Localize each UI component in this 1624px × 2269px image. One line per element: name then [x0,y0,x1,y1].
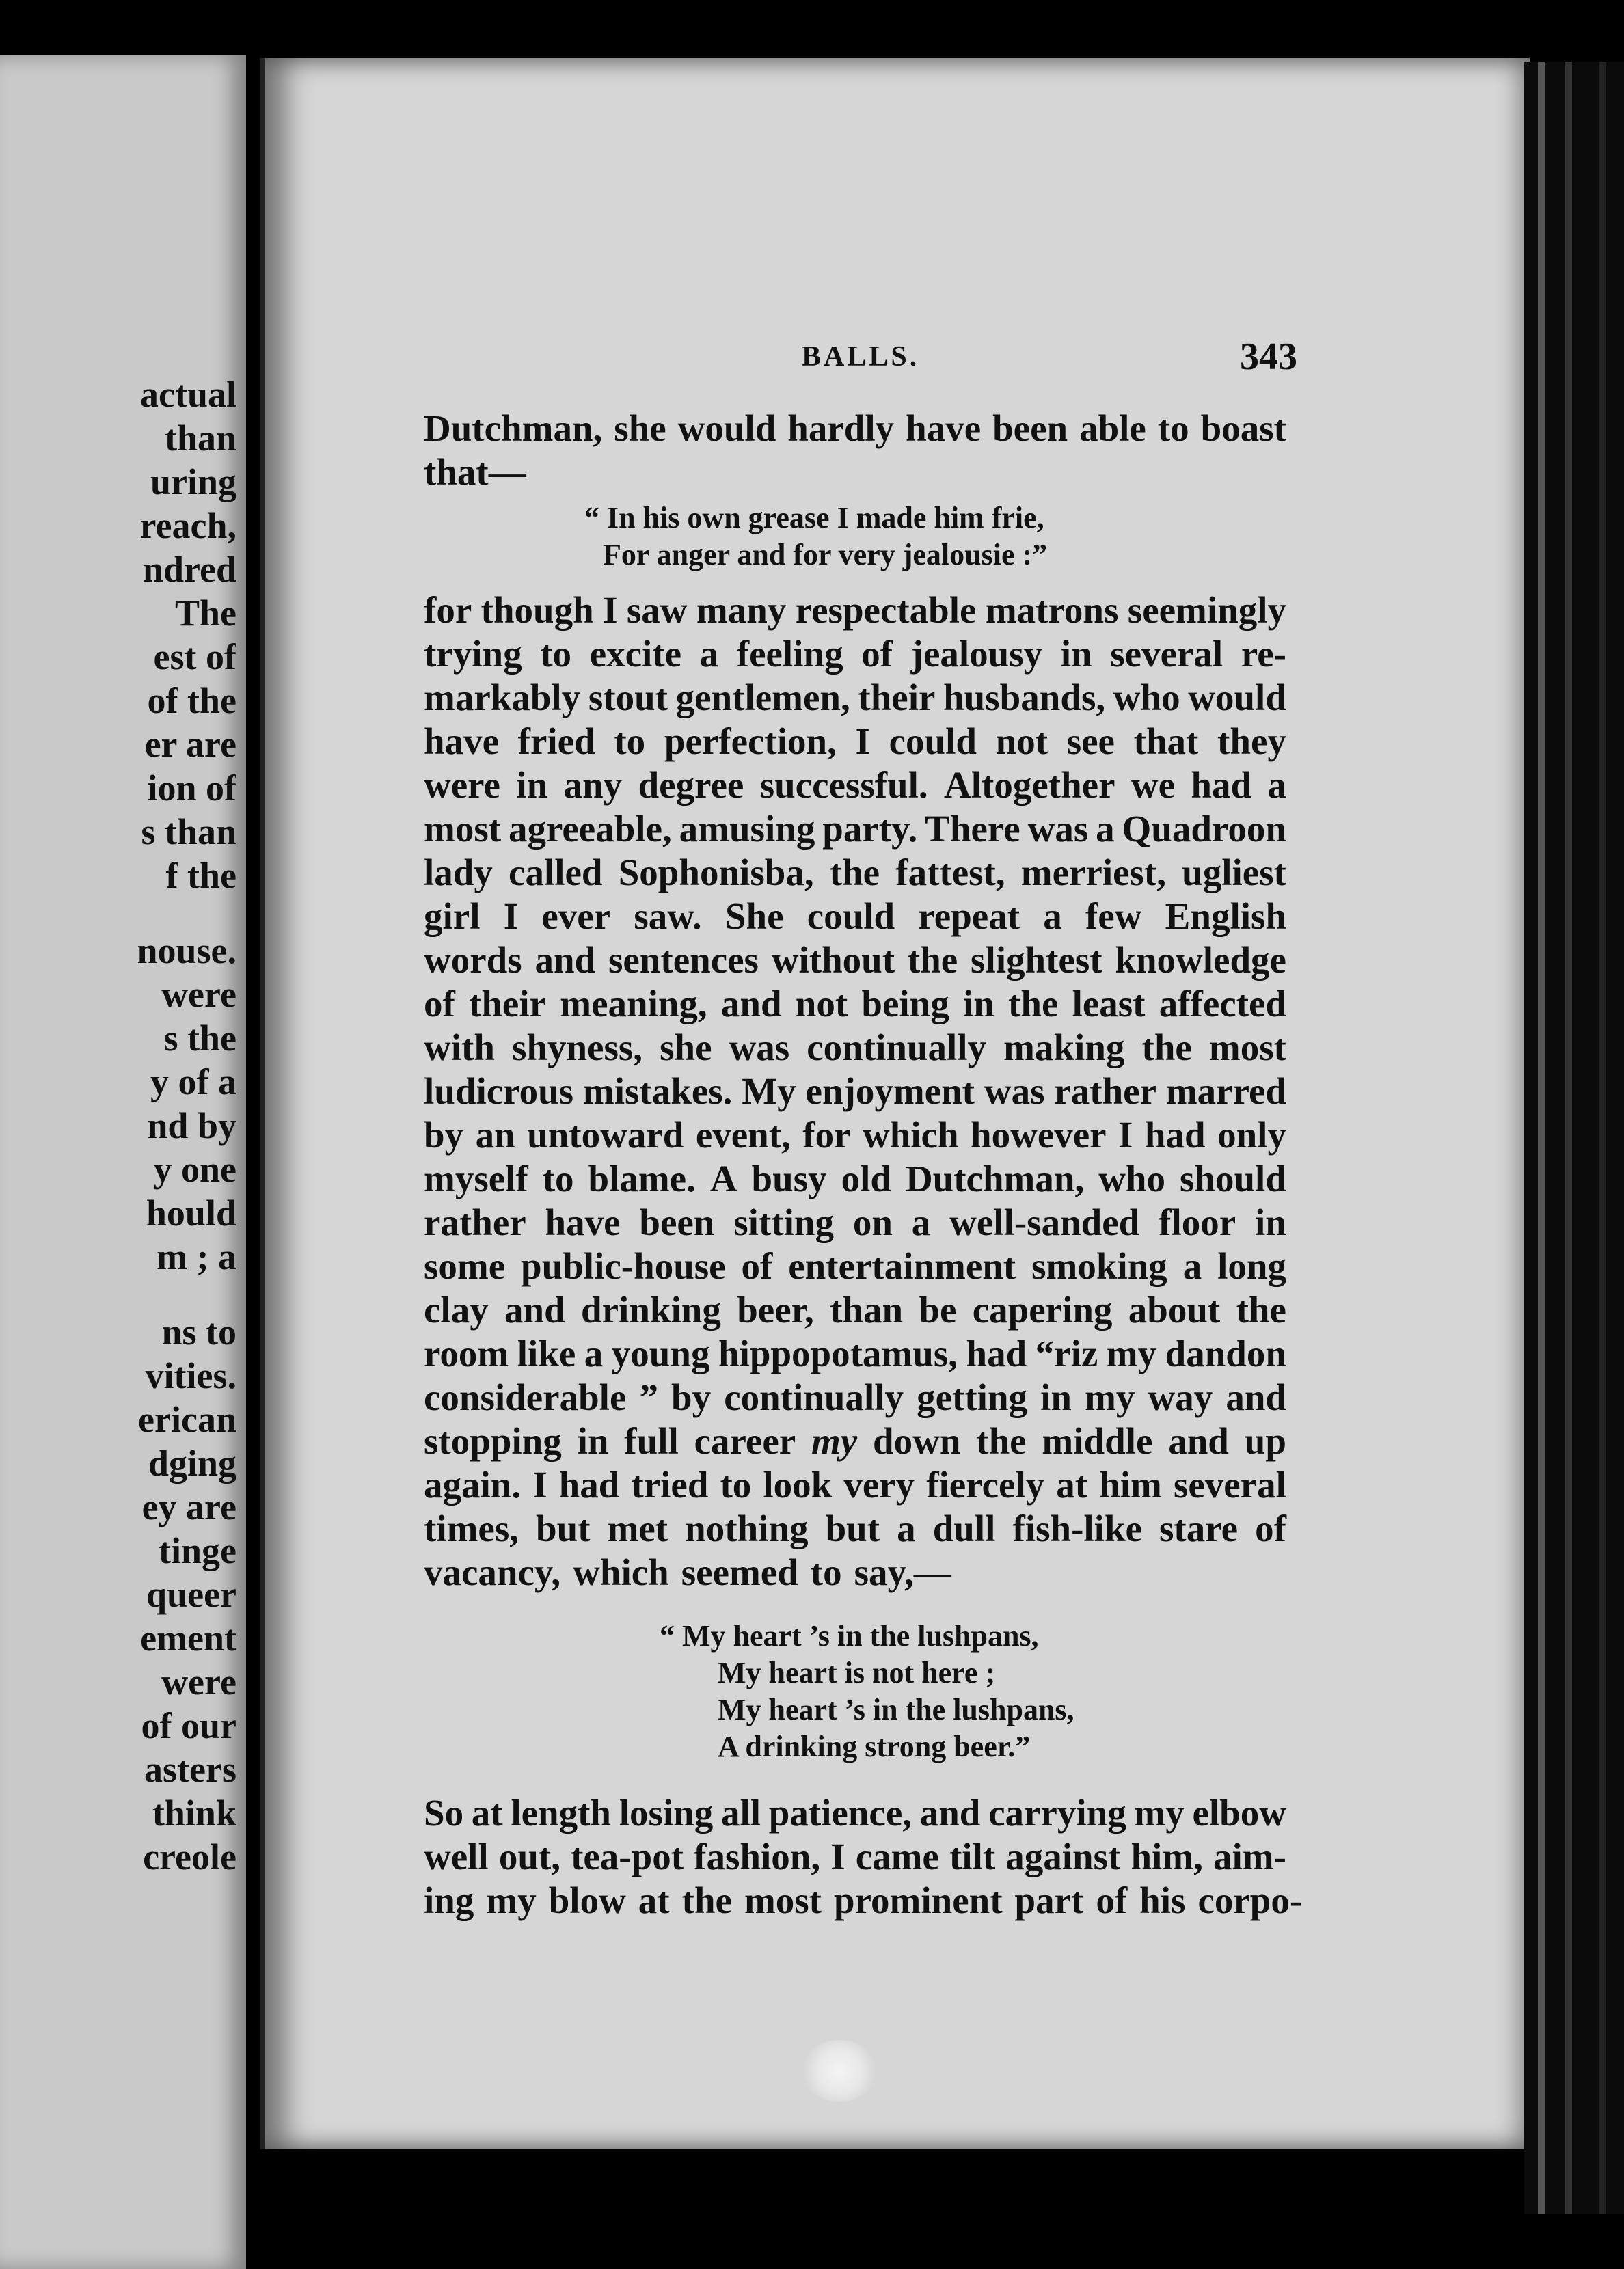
paragraph-3 [424,1791,1303,1922]
paragraph-2 [424,588,1286,1594]
text-line: again. I had tried to look very fiercely at him several [424,1464,1286,1506]
facing-page-line: of the [147,680,236,721]
text-line: rather have been sitting on a well-sanded floor in [424,1201,1286,1243]
text-line: trying to excite a feeling of jealousy in several re- [424,633,1286,675]
facing-page-line: hould [146,1193,236,1234]
text-line: that— [424,451,526,493]
facing-page-line: er are [144,724,236,765]
text-line: considerable ” by continually getting in my way and [424,1376,1286,1418]
text-line: of their meaning, and not being in the least affected [424,983,1286,1024]
text-line: vacancy, which seemed to say,— [424,1551,951,1593]
body-text [424,407,1303,1922]
facing-page-line: est of [153,636,236,677]
facing-page-line: were [161,1661,236,1702]
text-line: words and sentences without the slightest knowledge [424,939,1286,981]
text-line: with shyness, she was continually making the most [424,1027,1286,1068]
facing-page-line: y of a [150,1061,236,1102]
facing-page-line: vities. [145,1355,236,1396]
book-page [260,58,1530,2149]
facing-page-left [0,55,246,2269]
verse-line: My heart ’s in the lushpans, [718,1693,1074,1726]
facing-page-line: were [161,974,236,1015]
paragraph-1 [424,407,1286,494]
text-line: by an untoward event, for which however I had only [424,1114,1286,1156]
verse-line: “ My heart ’s in the lushpans, [660,1619,1039,1653]
facing-page-line: of our [141,1705,236,1746]
text-line: ludicrous mistakes. My enjoyment was rather marred [424,1070,1286,1112]
text-line: some public-house of entertainment smoking a long [424,1245,1286,1287]
text-line: clay and drinking beer, than be capering about the [424,1289,1286,1331]
text-line: So at length losing all patience, and carrying my elbow [424,1792,1286,1834]
facing-page-line: f the [165,855,236,896]
verse-quotation-1 [424,500,1286,573]
facing-page-line: queer [146,1574,236,1615]
verse-quotation-2 [424,1618,1286,1765]
facing-page-line: ndred [142,549,236,590]
verse-line: A drinking strong beer.” [718,1730,1031,1763]
facing-page-text [4,372,236,1879]
text-line: have fried to perfection, I could not see that they [424,720,1286,762]
text-line: ing my blow at the most prominent part of his corpo- [424,1879,1303,1921]
facing-page-line: nouse. [137,930,236,971]
text-line: were in any degree successful. Altogether we had a [424,764,1286,806]
verse-line: My heart is not here ; [718,1656,996,1689]
facing-page-line: asters [144,1749,236,1790]
facing-page-line: nd by [147,1105,236,1146]
facing-page-line: y one [153,1149,236,1190]
text-line: markably stout gentlemen, their husbands, who would [424,677,1286,718]
facing-page-line: ns to [161,1312,236,1353]
text-line: room like a young hippopotamus, had “riz my dandon [424,1333,1286,1374]
page-header [265,335,1530,383]
facing-page-line: reach, [139,505,236,546]
facing-page-line: actual [140,374,236,415]
facing-page-line: ey are [141,1486,236,1527]
facing-page-line: ion of [147,767,236,809]
text-line: myself to blame. A busy old Dutchman, who should [424,1158,1286,1199]
facing-page-line: think [152,1793,236,1834]
text-line: girl I ever saw. She could repeat a few English [424,895,1286,937]
paper-stain [802,2040,877,2102]
facing-page-line: dging [148,1443,236,1484]
book-edge-right [1524,62,1624,2214]
facing-page-line: uring [150,461,236,502]
facing-page-line: The [174,593,236,634]
facing-page-line: s the [163,1018,236,1059]
facing-page-line: than [164,418,236,459]
running-head: BALLS. [802,341,920,372]
facing-page-line: creole [143,1836,236,1877]
facing-page-line: ement [140,1618,236,1659]
page-number: 343 [1240,336,1297,378]
facing-page-line: erican [138,1399,236,1440]
verse-line: For anger and for very jealousie :” [603,538,1048,571]
text-line: times, but met nothing but a dull fish-like stare of [424,1508,1286,1549]
text-line: well out, tea-pot fashion, I came tilt against him, aim- [424,1836,1286,1877]
facing-page-line: s than [141,811,236,852]
verse-line: “ In his own grease I made him frie, [584,501,1044,534]
text-line: lady called Sophonisba, the fattest, merriest, ugliest [424,852,1286,893]
text-line: stopping in full career my down the middle and up [424,1420,1286,1462]
text-line: most agreeable, amusing party. There was a Quadroon [424,808,1286,850]
text-line: for though I saw many respectable matrons seemingly [424,589,1286,631]
text-line: Dutchman, she would hardly have been able to boast [424,407,1286,449]
facing-page-line: m ; a [157,1236,236,1277]
facing-page-line: tinge [159,1530,236,1571]
